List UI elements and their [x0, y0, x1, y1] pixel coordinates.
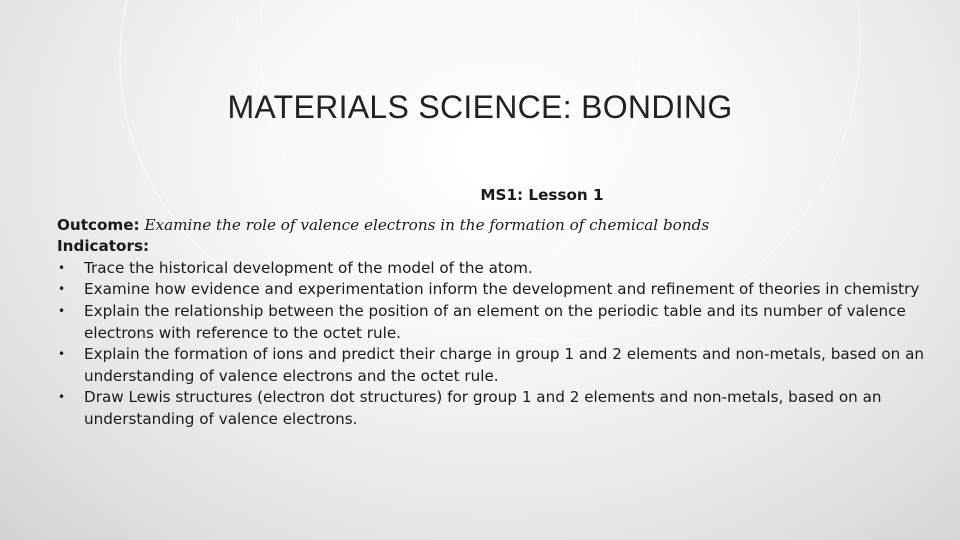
- outcome-line: [57, 215, 937, 237]
- indicator-text: Trace the historical development of the model of the atom.: [84, 258, 533, 277]
- outcome-text: Examine the role of valence electrons in the formation of chemical bonds: [144, 215, 710, 234]
- indicator-text: Explain the relationship between the position of an element on the periodic table and its number of valence electrons with reference to the octet rule.: [84, 301, 906, 342]
- slide-title: MATERIALS SCIENCE: BONDING: [227, 89, 733, 125]
- bullet-icon: •: [58, 347, 66, 362]
- lesson-subtitle: MS1: Lesson 1: [480, 186, 604, 204]
- outcome-label: Outcome:: [57, 215, 140, 234]
- indicator-text: Draw Lewis structures (electron dot structures) for group 1 and 2 elements and non-metals, based on an understanding of valence electrons.: [84, 388, 882, 428]
- indicator-item: [57, 344, 937, 387]
- indicator-text: Examine how evidence and experimentation inform the development and refinement of theories in chemistry: [84, 280, 920, 299]
- indicator-item: [57, 258, 937, 280]
- slide-content: [57, 185, 937, 431]
- bullet-icon: •: [58, 282, 66, 297]
- indicator-item: [57, 387, 937, 430]
- bullet-icon: •: [58, 303, 66, 318]
- bullet-icon: •: [58, 260, 66, 275]
- indicators-label: Indicators:: [57, 237, 150, 256]
- indicator-text: Explain the formation of ions and predict their charge in group 1 and 2 elements and non-metals, based on an understanding of valence electrons and the octet rule.: [84, 345, 925, 385]
- bullet-icon: •: [58, 390, 66, 405]
- indicator-item: [57, 279, 937, 301]
- indicators-list: [57, 258, 937, 431]
- indicator-item: [57, 301, 937, 344]
